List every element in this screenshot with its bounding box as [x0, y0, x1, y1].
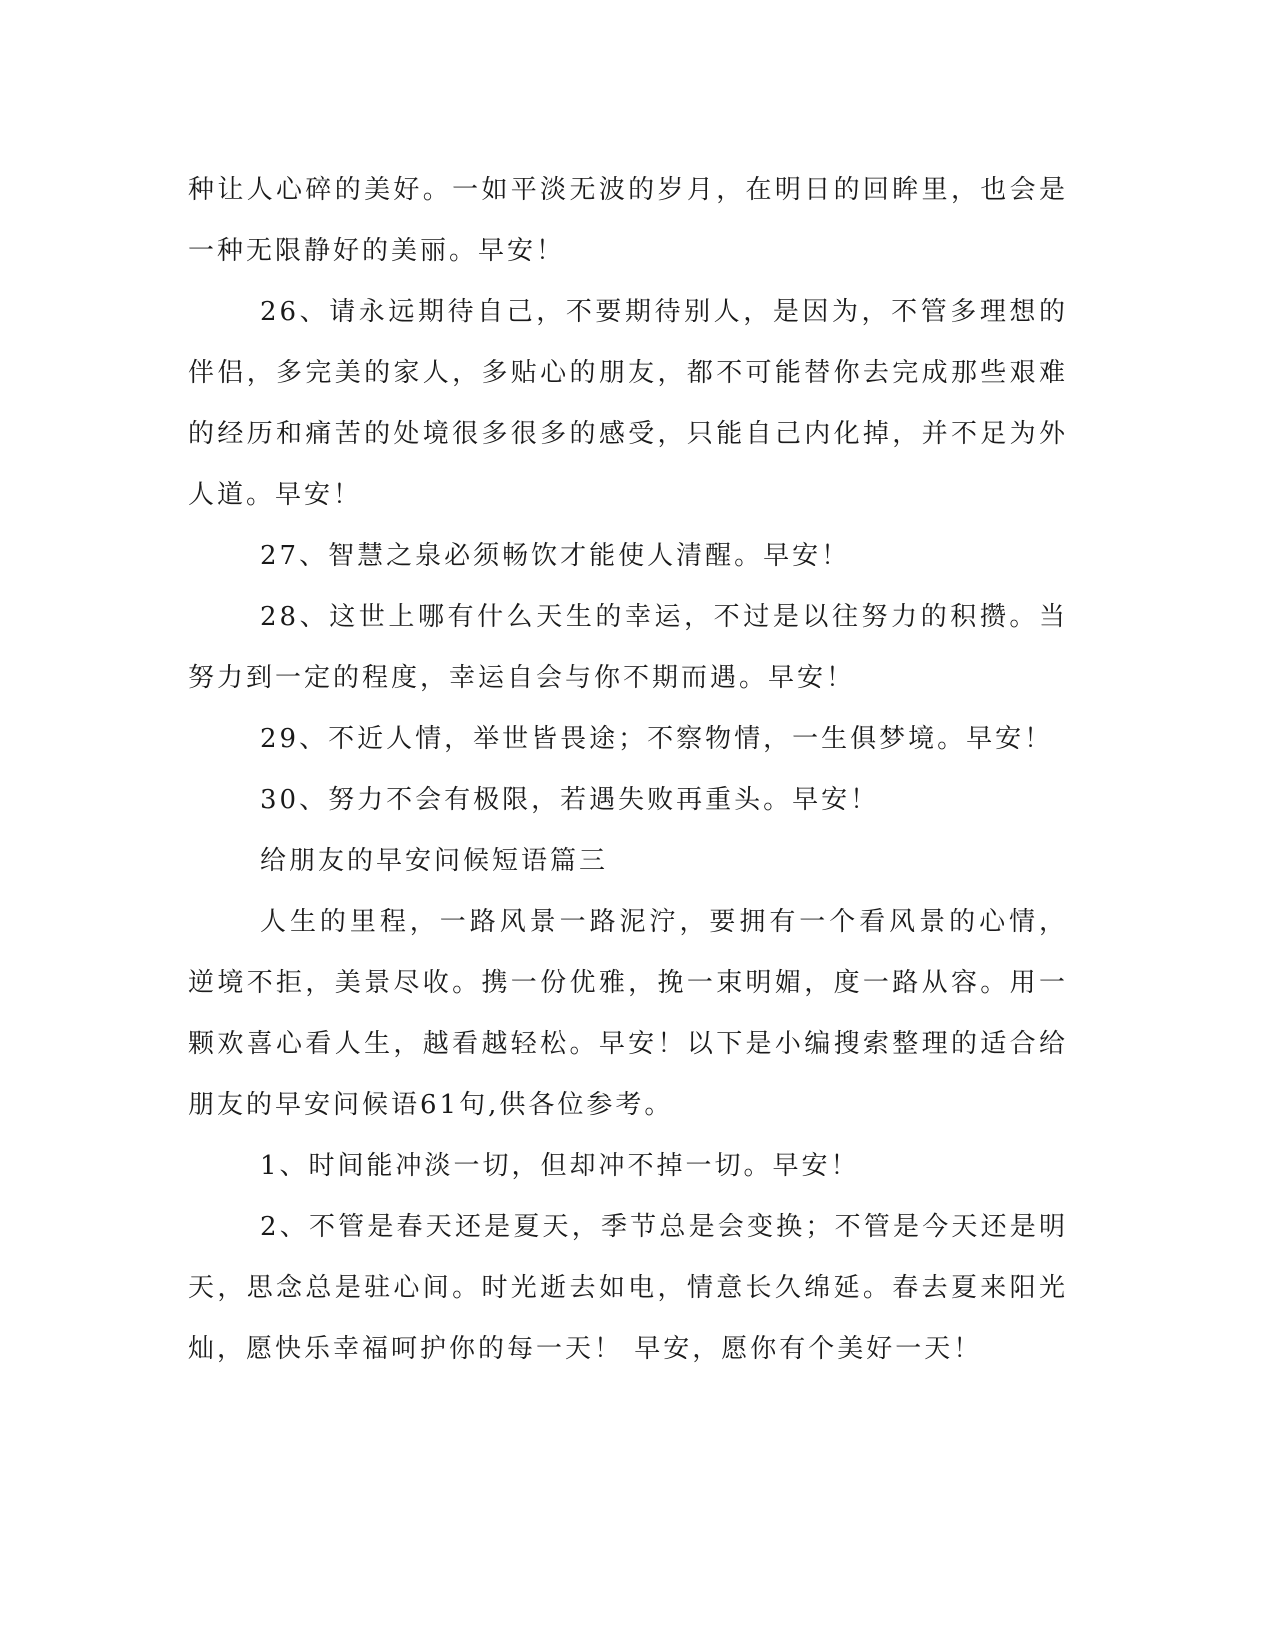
paragraph-continuation: 种让人心碎的美好。一如平淡无波的岁月，在明日的回眸里，也会是一种无限静好的美丽。早安！	[188, 175, 1068, 266]
paragraph-item-29: 29、不近人情，举世皆畏途；不察物情，一生俱梦境。早安！	[260, 724, 1054, 754]
paragraph-item-30: 30、努力不会有极限，若遇失败再重头。早安！	[260, 785, 880, 815]
paragraph-item-27: 27、智慧之泉必须畅饮才能使人清醒。早安！	[260, 541, 851, 571]
paragraph-item-2: 2、不管是春天还是夏天，季节总是会变换；不管是今天还是明天，思念总是驻心间。时光逝去如电，情意长久绵延。春去夏来阳光灿，愿快乐幸福呵护你的每一天！ 早安，愿你有个美好一天！	[188, 1212, 1068, 1364]
paragraph-item-28: 28、这世上哪有什么天生的幸运，不过是以往努力的积攒。当努力到一定的程度，幸运自会与你不期而遇。早安！	[188, 602, 1068, 693]
section-heading: 给朋友的早安问候短语篇三	[260, 846, 609, 876]
paragraph-item-26: 26、请永远期待自己，不要期待别人，是因为，不管多理想的伴侣，多完美的家人，多贴心的朋友，都不可能替你去完成那些艰难的经历和痛苦的处境很多很多的感受，只能自己内化掉，并不足为外人道。早安！	[188, 297, 1068, 510]
document-body	[188, 160, 1068, 1380]
paragraph-item-1: 1、时间能冲淡一切，但却冲不掉一切。早安！	[260, 1151, 860, 1181]
paragraph-intro: 人生的里程，一路风景一路泥泞，要拥有一个看风景的心情，逆境不拒，美景尽收。携一份优雅，挽一束明媚，度一路从容。用一颗欢喜心看人生，越看越轻松。早安！以下是小编搜索整理的适合给朋友的早安问候语61句,供各位参考。	[188, 907, 1068, 1120]
